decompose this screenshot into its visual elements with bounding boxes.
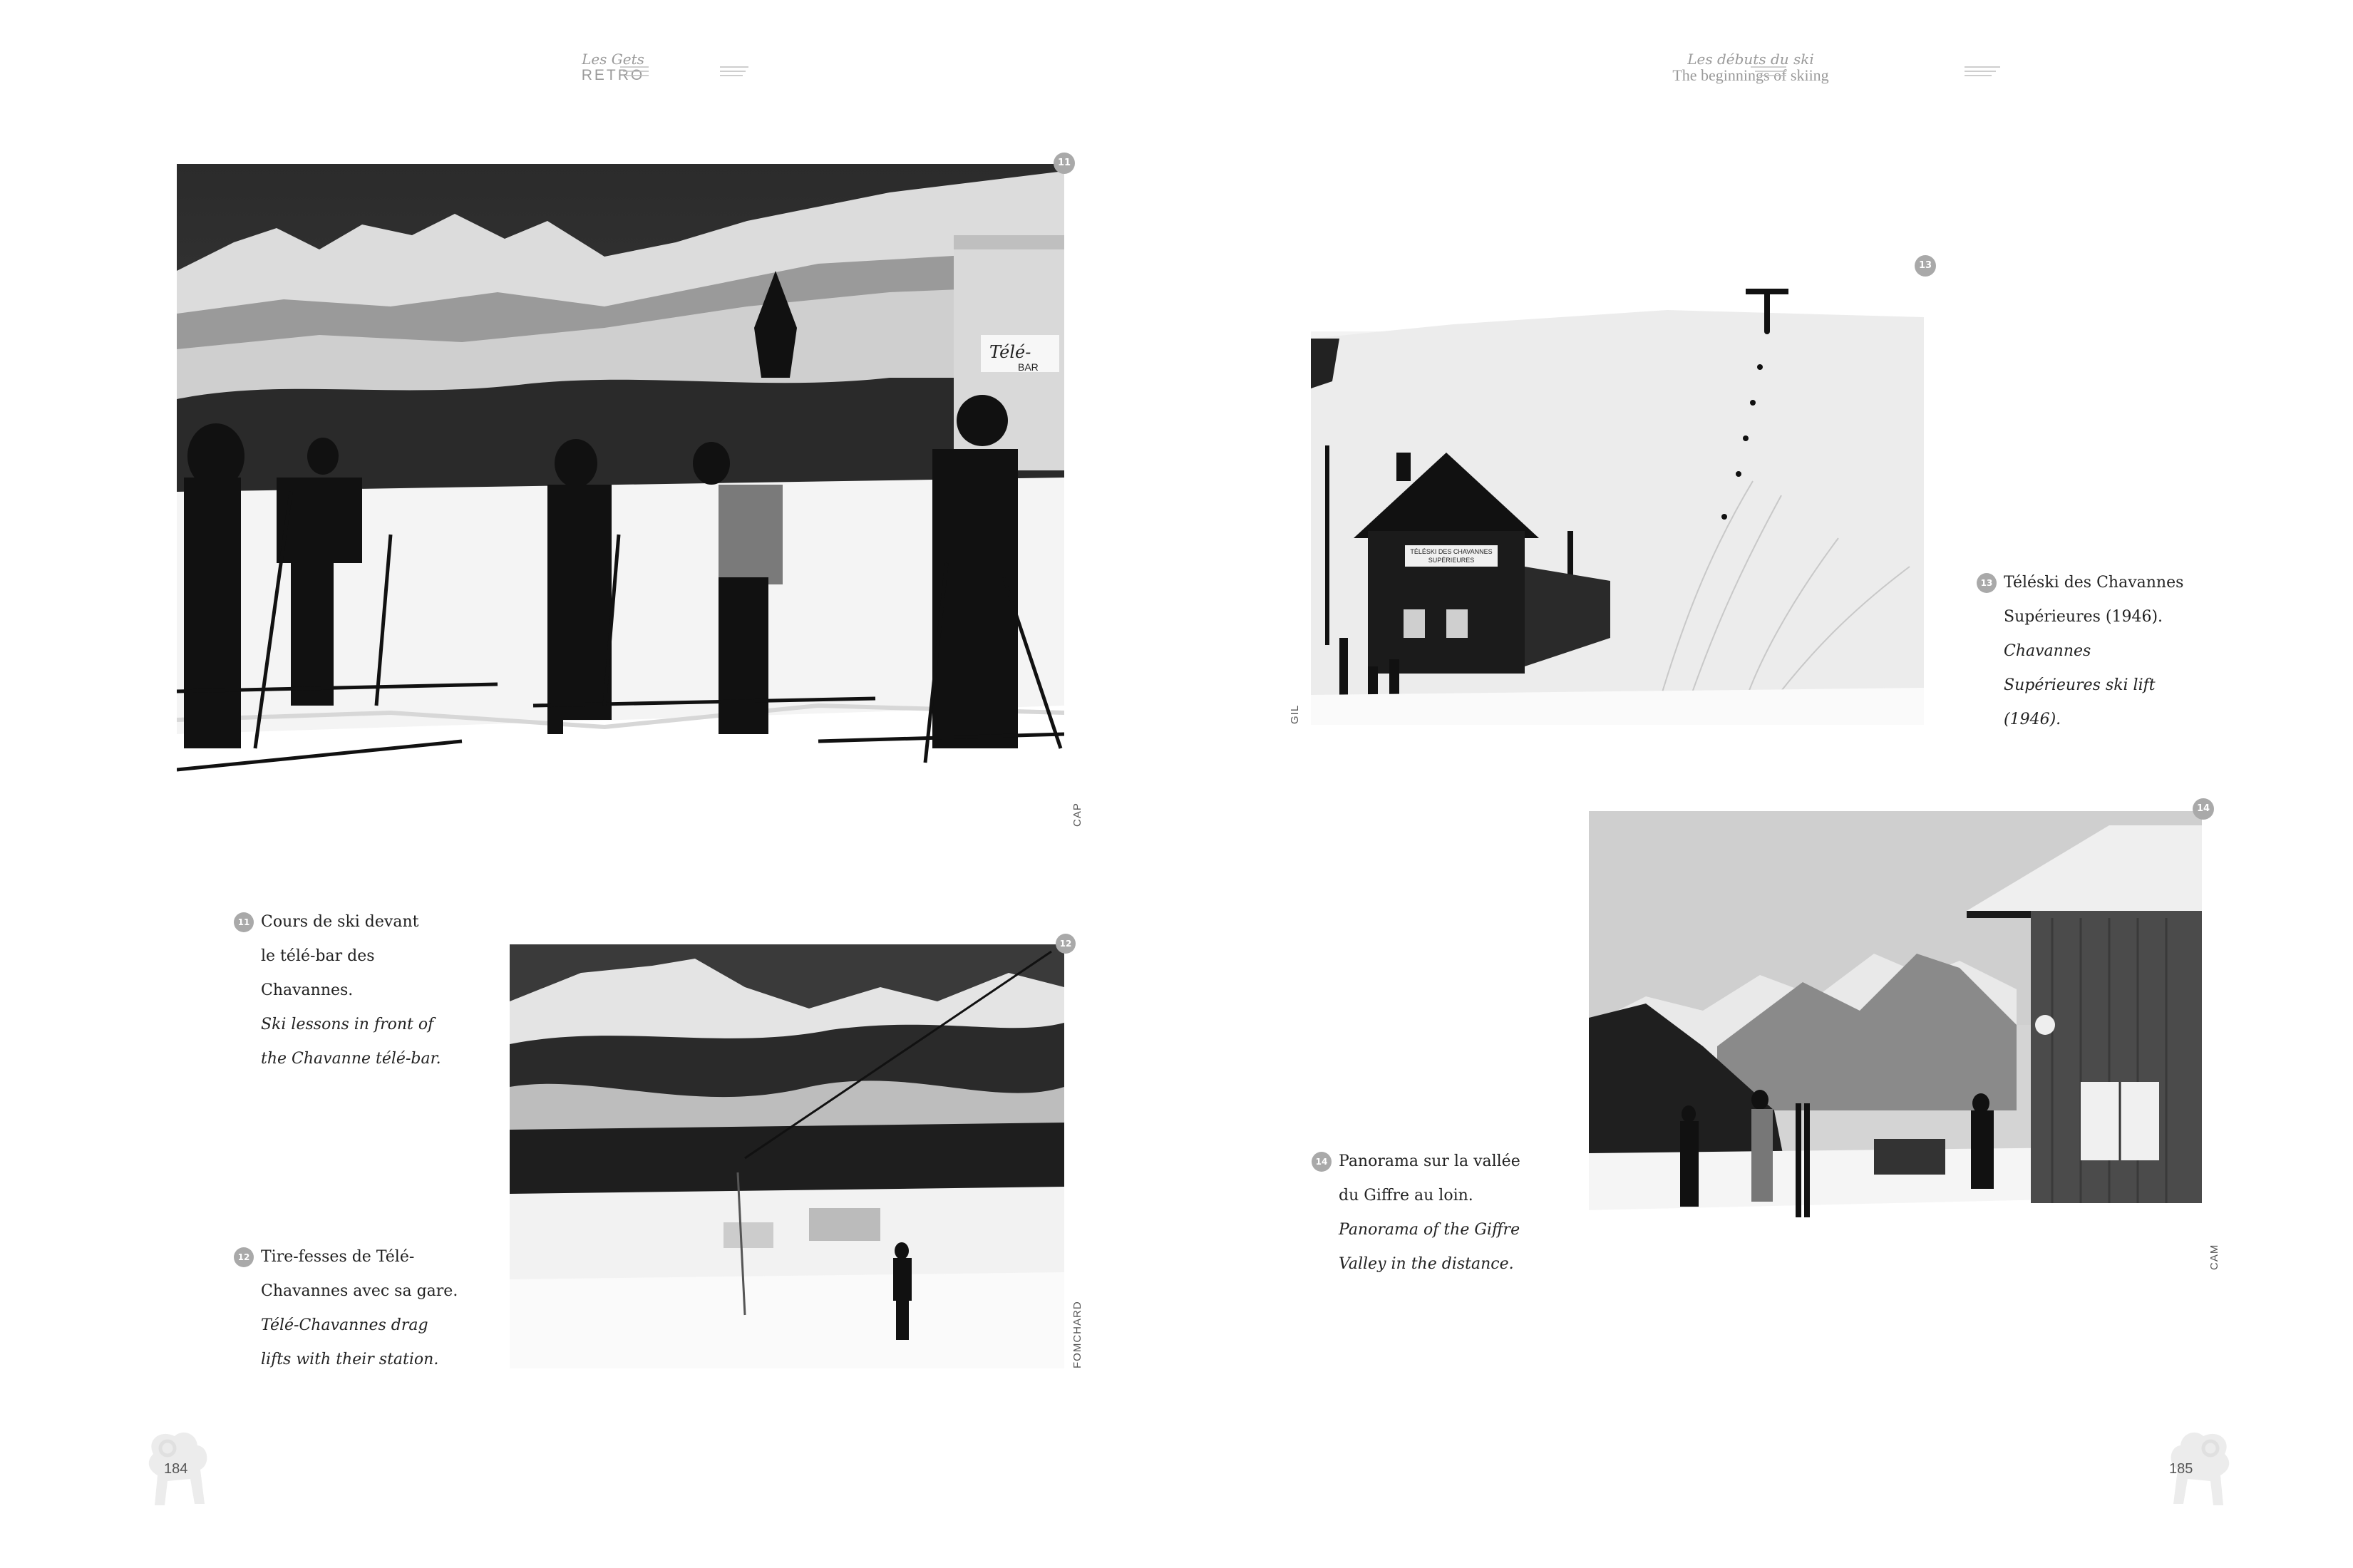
- photo-credit-13: GIL: [1289, 704, 1301, 724]
- header-script-title-right: Les débuts du ski: [1687, 51, 1814, 68]
- caption-11: [237, 905, 441, 1076]
- chalet-sign-line1: TÉLÉSKI DES CHAVANNES: [1410, 548, 1493, 555]
- tele-bar-sign-text: Télé-: [989, 342, 1031, 362]
- header-rules-icon-right: [1751, 61, 2000, 81]
- caption-13-fr-1: Téléski des Chavannes: [2004, 574, 2184, 592]
- caption-13-en-2: Supérieures ski lift: [2004, 676, 2156, 694]
- photo-drag-lift: [510, 944, 1064, 1368]
- running-head-left: [542, 51, 684, 84]
- caption-badge-13: 13: [1977, 573, 1997, 593]
- running-head-right: [1626, 51, 1875, 84]
- caption-badge-11: 11: [234, 912, 254, 932]
- caption-12-fr-1: Tire-fesses de Télé-: [261, 1248, 415, 1266]
- ski-lesson-image: [177, 164, 1064, 823]
- chavannes-ski-lift-image: [1311, 267, 1924, 725]
- tele-bar-sign-sub: BAR: [1018, 361, 1039, 373]
- caption-13-en-1: Chavannes: [2004, 642, 2091, 660]
- photo-credit-11: CAP: [1071, 803, 1083, 827]
- page-number-right: 185: [2169, 1461, 2193, 1477]
- header-rules-icon: [613, 61, 756, 81]
- drag-lift-image: [510, 944, 1064, 1368]
- photo-credit-14: CAM: [2208, 1244, 2220, 1270]
- caption-11-fr-2: le télé-bar des: [261, 947, 375, 965]
- caption-12-en-2: lifts with their station.: [261, 1351, 439, 1368]
- caption-14-fr-1: Panorama sur la vallée: [1339, 1152, 1520, 1170]
- caption-13-en-3: (1946).: [2004, 711, 2061, 728]
- photo-badge-11: 11: [1054, 153, 1075, 174]
- caption-11-en-2: the Chavanne télé-bar.: [261, 1050, 441, 1068]
- caption-14-fr-2: du Giffre au loin.: [1339, 1187, 1473, 1205]
- caption-13: [1980, 566, 2184, 737]
- page-number-left: 184: [164, 1461, 188, 1477]
- caption-12-fr-2: Chavannes avec sa gare.: [261, 1282, 458, 1300]
- caption-11-en-1: Ski lessons in front of: [261, 1016, 434, 1033]
- photo-badge-13: 13: [1915, 255, 1936, 277]
- caption-12: [237, 1240, 458, 1377]
- photo-badge-12: 12: [1056, 934, 1076, 954]
- giffre-valley-image: [1589, 811, 2202, 1271]
- chalet-sign-line2: SUPÉRIEURES: [1428, 557, 1475, 564]
- caption-14: [1315, 1145, 1520, 1281]
- caption-11-fr-1: Cours de ski devant: [261, 913, 419, 931]
- photo-ski-lesson: [177, 164, 1064, 823]
- photo-credit-12: FOMCHARD: [1071, 1301, 1083, 1368]
- caption-11-fr-3: Chavannes.: [261, 981, 354, 999]
- caption-12-en-1: Télé-Chavannes drag: [261, 1316, 428, 1334]
- left-page: [0, 0, 1176, 1568]
- caption-14-en-2: Valley in the distance.: [1339, 1255, 1514, 1273]
- header-subtitle: RETRO: [581, 67, 645, 83]
- photo-giffre-valley: [1589, 811, 2202, 1271]
- header-script-title: Les Gets: [582, 51, 644, 68]
- header-subtitle-right: The beginnings of skiing: [1672, 66, 1829, 84]
- right-page: [1177, 0, 2353, 1568]
- caption-badge-14: 14: [1312, 1152, 1332, 1172]
- caption-13-fr-2: Supérieures (1946).: [2004, 608, 2163, 626]
- caption-badge-12: 12: [234, 1247, 254, 1267]
- caption-14-en-1: Panorama of the Giffre: [1339, 1221, 1520, 1239]
- photo-badge-14: 14: [2193, 798, 2214, 820]
- photo-chavannes-ski-lift: [1311, 267, 1924, 725]
